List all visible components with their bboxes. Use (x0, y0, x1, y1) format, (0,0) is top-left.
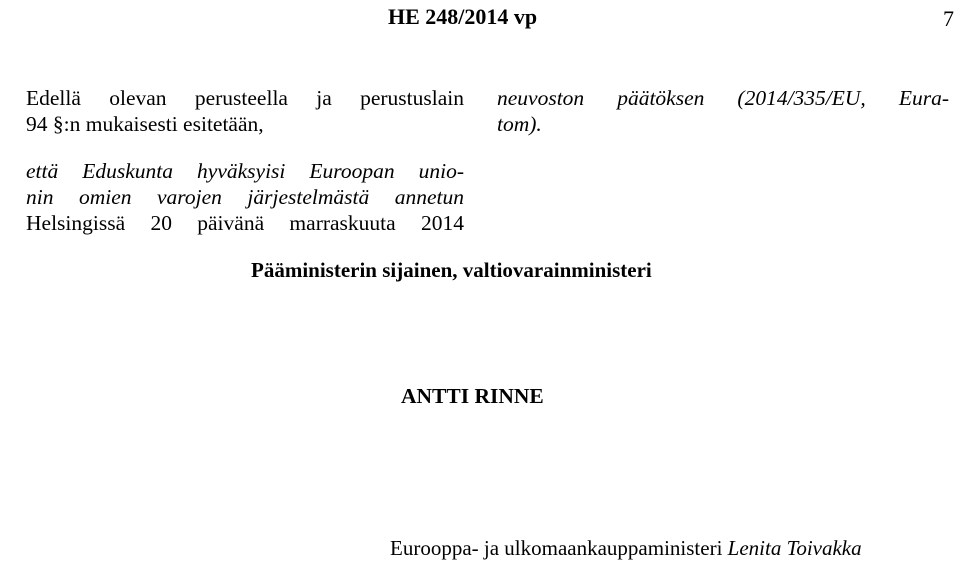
proposal-continuation (497, 85, 949, 137)
countersigner (390, 536, 862, 561)
countersigner-name: Lenita Toivakka (727, 536, 862, 560)
proposal-line-1: että Eduskunta hyväksyisi Euroopan unio- (26, 159, 464, 183)
intro-line-2: 94 §:n mukaisesti esitetään, (26, 112, 264, 136)
intro-paragraph (26, 85, 464, 137)
proposal-paragraph (26, 158, 464, 236)
continuation-line-2: tom). (497, 112, 542, 136)
countersigner-role: Eurooppa- ja ulkomaankauppaministeri (390, 536, 723, 560)
document-id-header: HE 248/2014 vp (388, 4, 538, 29)
proposal-line-2: nin omien varojen järjestelmästä annetun (26, 185, 464, 209)
signing-place-date: Helsingissä 20 päivänä marraskuuta 2014 (26, 211, 464, 235)
page-number: 7 (943, 6, 954, 31)
intro-line-1: Edellä olevan perusteella ja perustuslain (26, 86, 464, 110)
signer-name: ANTTI RINNE (401, 384, 544, 408)
signer-title: Pääministerin sijainen, valtiovarainministeri (251, 258, 652, 282)
continuation-line-1: neuvoston päätöksen (2014/335/EU, Eura- (497, 86, 949, 110)
